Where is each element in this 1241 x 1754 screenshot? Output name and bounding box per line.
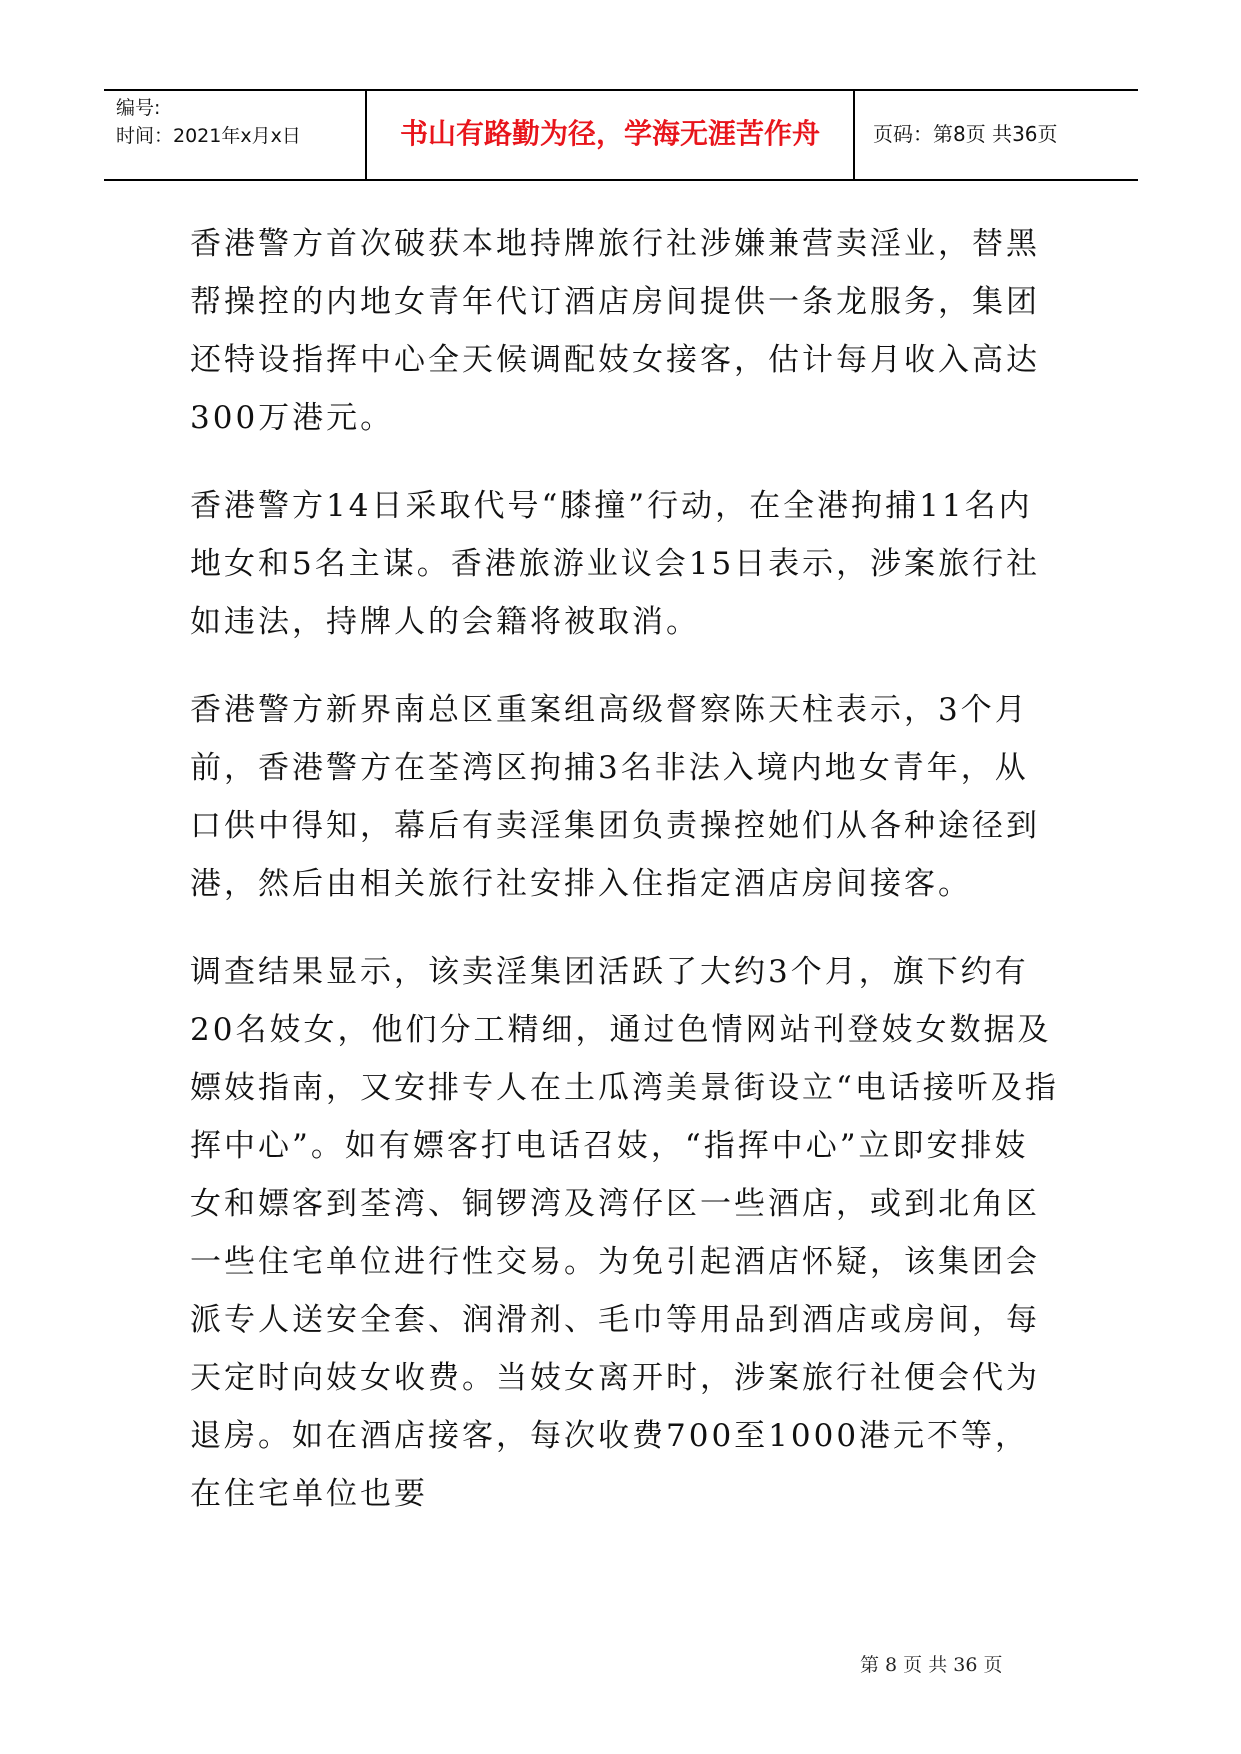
footer-page-number: 第 8 页 共 36 页 xyxy=(860,1654,1003,1676)
paragraph-1: 香港警方首次破获本地持牌旅行社涉嫌兼营卖淫业，替黑帮操控的内地女青年代订酒店房间提供一条龙服务，集团还特设指挥中心全天候调配妓女接客，估计每月收入高达300万港元。 xyxy=(190,226,1040,436)
paragraph-4: 调查结果显示，该卖淫集团活跃了大约3个月，旗下约有20名妓女，他们分工精细，通过色情网站刊登妓女数据及嫖妓指南，又安排专人在土瓜湾美景街设立“电话接听及指挥中心”。如有嫖客打电话召妓，“指挥中心”立即安排妓女和嫖客到荃湾、铜锣湾及湾仔区一些酒店，或到北角区一些住宅单位进行性交易。为免引起酒店怀疑，该集团会派专人送安全套、润滑剂、毛巾等用品到酒店或房间，每天定时向妓女收费。当妓女离开时，涉案旅行社便会代为退房。如在酒店接客，每次收费700至1000港元不等，在住宅单位也要 xyxy=(190,954,1059,1512)
page-footer xyxy=(0,1650,1241,1677)
document-number-label: 编号: xyxy=(116,97,161,119)
header-meta-cell xyxy=(104,91,367,179)
header-motto-cell xyxy=(367,91,855,179)
paragraph-2: 香港警方14日采取代号“膝撞”行动，在全港拘捕11名内地女和5名主谋。香港旅游业议会15日表示，涉案旅行社如违法，持牌人的会籍将被取消。 xyxy=(190,488,1041,640)
header-page-cell xyxy=(855,91,1138,179)
document-time-label: 时间：2021年x月x日 xyxy=(116,125,301,147)
header-motto: 书山有路勤为径，学海无涯苦作舟 xyxy=(399,117,820,150)
document-body xyxy=(190,215,1060,1553)
page-header xyxy=(104,89,1138,181)
paragraph-3: 香港警方新界南总区重案组高级督察陈天柱表示，3个月前，香港警方在荃湾区拘捕3名非法入境内地女青年，从口供中得知，幕后有卖淫集团负责操控她们从各种途径到港，然后由相关旅行社安排入住指定酒店房间接客。 xyxy=(190,692,1040,902)
header-page-info: 页码：第8页 共36页 xyxy=(873,121,1058,146)
